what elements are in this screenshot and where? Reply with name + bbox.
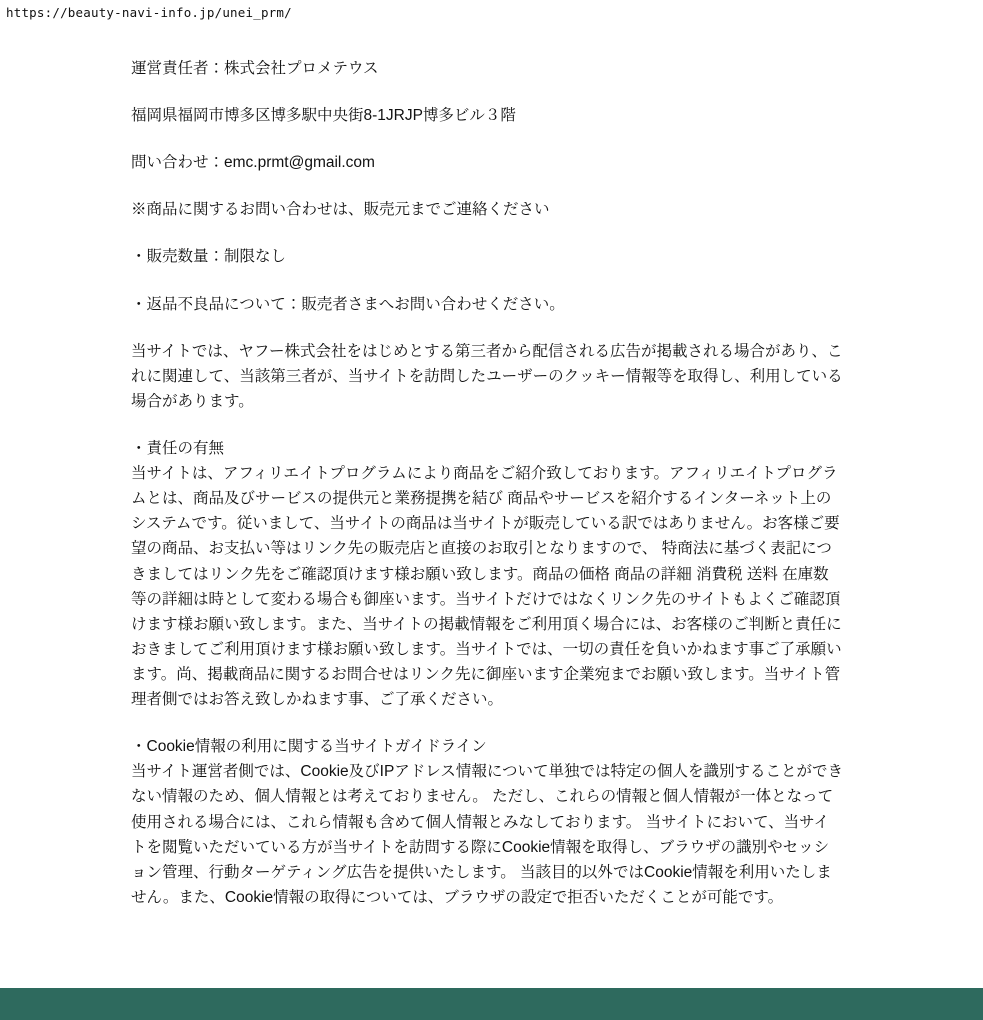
- paragraph-product-inquiry: ※商品に関するお問い合わせは、販売元までご連絡ください: [131, 201, 550, 219]
- url-text: https://beauty-navi-info.jp/unei_prm/: [6, 4, 292, 20]
- body-cookie-guideline: 当サイト運営者側では、Cookie及びIPアドレス情報について単独では特定の個人を識別することができない情報のため、個人情報とは考えておりません。 ただし、これらの情報と個人情報が一体となって使用される場合には、これら情報も含めて個人情報とみなしております。 当サイトにおいて、当サイトを閲覧いただいている方が当サイトを訪問する際にCookie情報を取得し、ブラウザの識別やセッション管理、行動ターゲティング広告を提供いたします。 当該目的以外ではCookie情報を利用いたしません。また、Cookie情報の取得については、ブラウザの設定で拒否いただくことが可能です。: [131, 763, 844, 906]
- paragraph-quantity: ・販売数量：制限なし: [131, 248, 287, 266]
- body-responsibility: 当サイトは、アフィリエイトプログラムにより商品をご紹介致しております。アフィリエイトプログラムとは、商品及びサービスの提供元と業務提携を結び 商品やサービスを紹介するインターネット上のシステムです。従いまして、当サイトの商品は当サイトが販売している訳ではありません。お客様ご要望の商品、お支払い等はリンク先の販売店と直接のお取引となりますので、 特商法に基づく表記につきましてはリンク先をご確認頂けます様お願い致します。商品の価格 商品の詳細 消費税 送料 在庫数等の詳細は時として変わる場合も御座います。当サイトだけではなくリンク先のサイトもよくご確認頂けます様お願い致します。また、当サイトの掲載情報をご利用頂く場合には、お客様のご判断と責任におきましてご利用頂けます様お願い致します。当サイトでは、一切の責任を負いかねます事ご了承願います。尚、掲載商品に関するお問合せはリンク先に御座います企業宛までお願い致します。当サイト管理者側ではお答え致しかねます事、ご了承ください。: [131, 465, 842, 709]
- browser-url-bar[interactable]: [0, 0, 983, 24]
- paragraph-returns: ・返品不良品について：販売者さまへお問い合わせください。: [131, 295, 565, 313]
- paragraph-contact: 問い合わせ：emc.prmt@gmail.com: [131, 154, 375, 172]
- heading-cookie-guideline: ・Cookie情報の利用に関する当サイトガイドライン: [131, 738, 487, 756]
- footer-band-strip: [0, 988, 12, 1020]
- paragraph-address: 福岡県福岡市博多区博多駅中央街8-1JRJP博多ビル３階: [131, 107, 516, 125]
- paragraph-third-party-ads: 当サイトでは、ヤフー株式会社をはじめとする第三者から配信される広告が掲載される場合があり、これに関連して、当該第三者が、当サイトを訪問したユーザーのクッキー情報等を取得し、利用している場合があります。: [131, 342, 843, 410]
- footer-band: [0, 988, 983, 1020]
- page-body: [0, 24, 983, 1020]
- heading-responsibility: ・責任の有無: [131, 439, 225, 457]
- document-content: [131, 56, 844, 932]
- paragraph-operator: 運営責任者：株式会社プロメテウス: [131, 60, 379, 77]
- left-gutter: [0, 24, 10, 1020]
